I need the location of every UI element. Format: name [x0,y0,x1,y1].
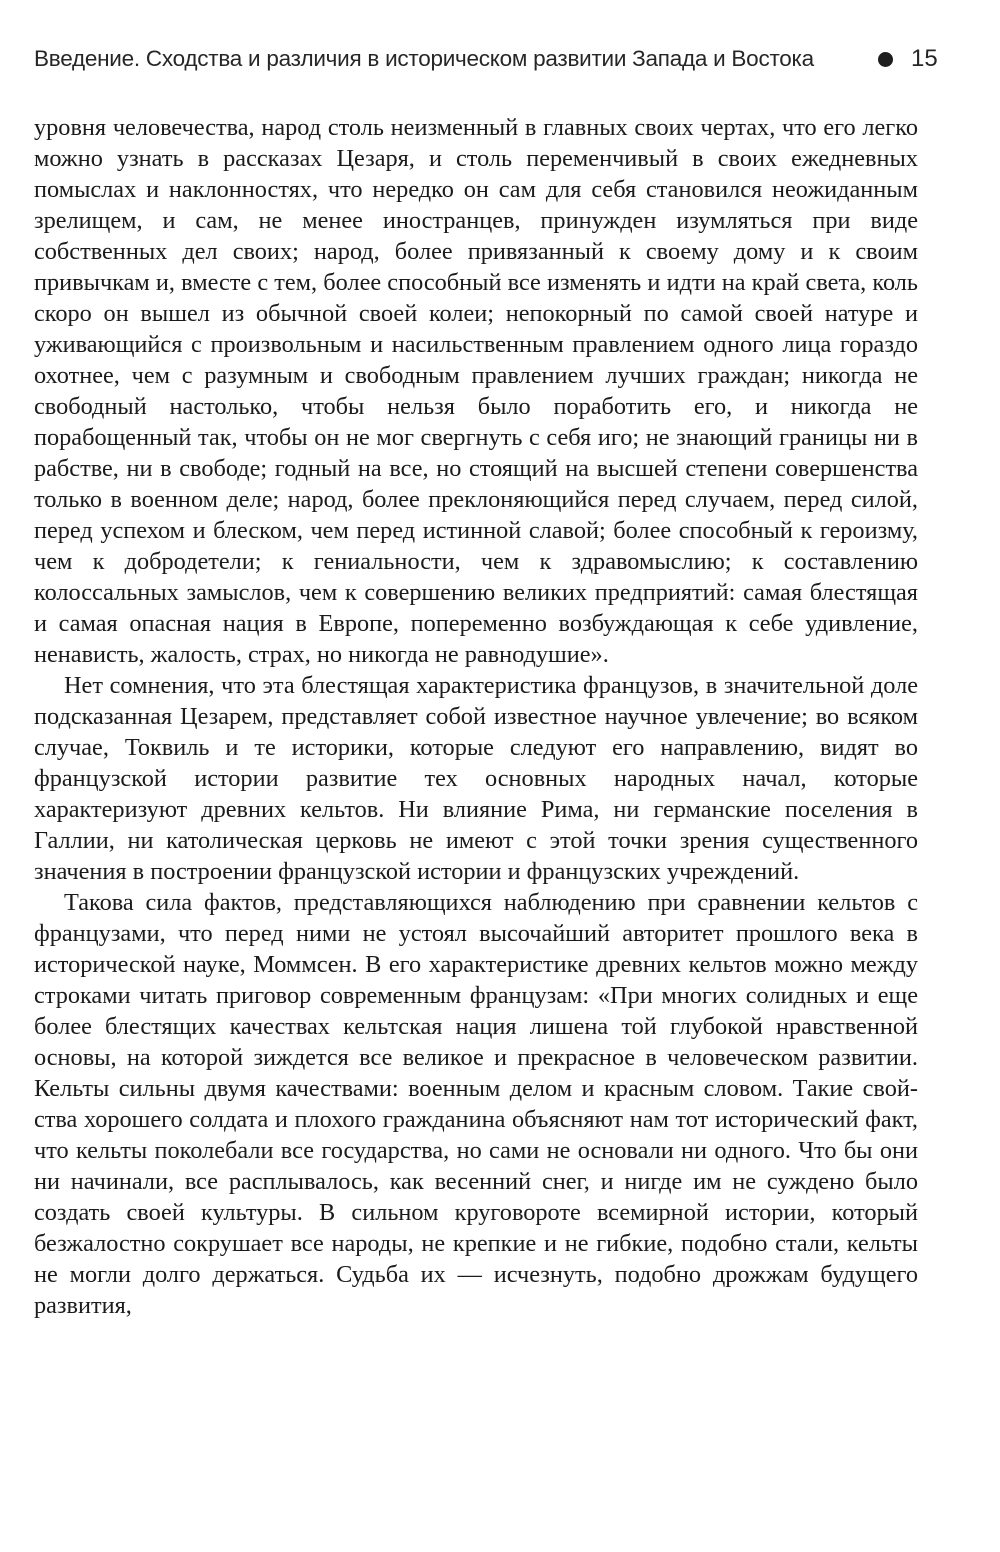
body-text [34,112,918,1321]
paragraph-continuation: уровня человечества, народ столь неизменный в главных своих чертах, что его легко можно узнать в рассказах Цезаря, и столь переменчивый в своих ежедневных помыслах и наклонностях, что нередко он сам для себя становился неожиданным зрелищем, и сам, не менее иностранцев, принужден изумляться при виде собственных дел своих; народ, более привязанный к своему дому и к своим привычкам и, вместе с тем, более способный все изменять и идти на край света, коль скоро он вышел из обычной своей колеи; непокорный по самой своей натуре и уживающийся с произвольным и насильственным правлением одного лица гораздо охотнее, чем с разумным и свободным правлением лучших граждан; никогда не свободный настолько, чтобы нельзя было поработить его, и никогда не порабощенный так, чтобы он не мог свергнуть с себя иго; не знающий границы ни в рабстве, ни в свободе; годный на все, но стоящий на высшей степени совершенства только в военном деле; народ, более преклоняющийся перед случаем, перед силой, перед успехом и блеском, чем перед истинной славой; более способный к героизму, чем к добродетели; к гениальности, чем к здравомыслию; к составлению колоссальных замыслов, чем к совершению великих предприятий: самая блестящая и самая опасная нация в Европе, попеременно возбуждающая к себе удивление, ненависть, жалость, страх, но никогда не равнодушие». [34,114,918,668]
paragraph: Нет сомнения, что эта блестящая характеристика французов, в значительной доле подсказанная Цезарем, представляет собой известное научное увлечение; во всяком случае, Токвиль и те историки, которые следуют его направлению, видят во французской истории развитие тех основных народных начал, которые характеризуют древних кельтов. Ни влияние Рима, ни германские поселения в Галлии, ни католическая церковь не имеют с этой точки зрения существенного значения в построении французской истории и французских учреждений. [34,672,918,885]
running-header [34,40,938,80]
chapter-title: Введение. Сходства и различия в историческом развитии Запада и Востока [34,46,814,71]
paragraph: Такова сила фактов, представляющихся наблюдению при сравнении кельтов с французами, что перед ними не устоял высочайший авторитет прошлого века в исторической науке, Моммсен. В его характеристике древних кельтов можно между строками читать приговор современным французам: «При многих солидных и еще более блестящих качествах кельтская нация лишена той глубокой нравственной основы, на которой зиждется все великое и прекрасное в человеческом развитии. Кельты сильны двумя качествами: военным делом и красным словом. Такие свойства хорошего солдата и плохого гражданина объясняют нам тот исторический факт, что кельты поколебали все государства, но сами не основали ни одного. Что бы они ни начинали, все расплывалось, как весенний снег, и нигде им не суждено было создать своей культуры. В сильном круговороте всемирной истории, который безжалостно сокрушает все народы, не крепкие и не гибкие, подобно стали, кельты не могли долго держаться. Судьба их — исчезнуть, подобно дрожжам будущего развития, [34,889,918,1319]
bullet-separator-icon [878,52,893,67]
page-number: 15 [911,45,938,72]
